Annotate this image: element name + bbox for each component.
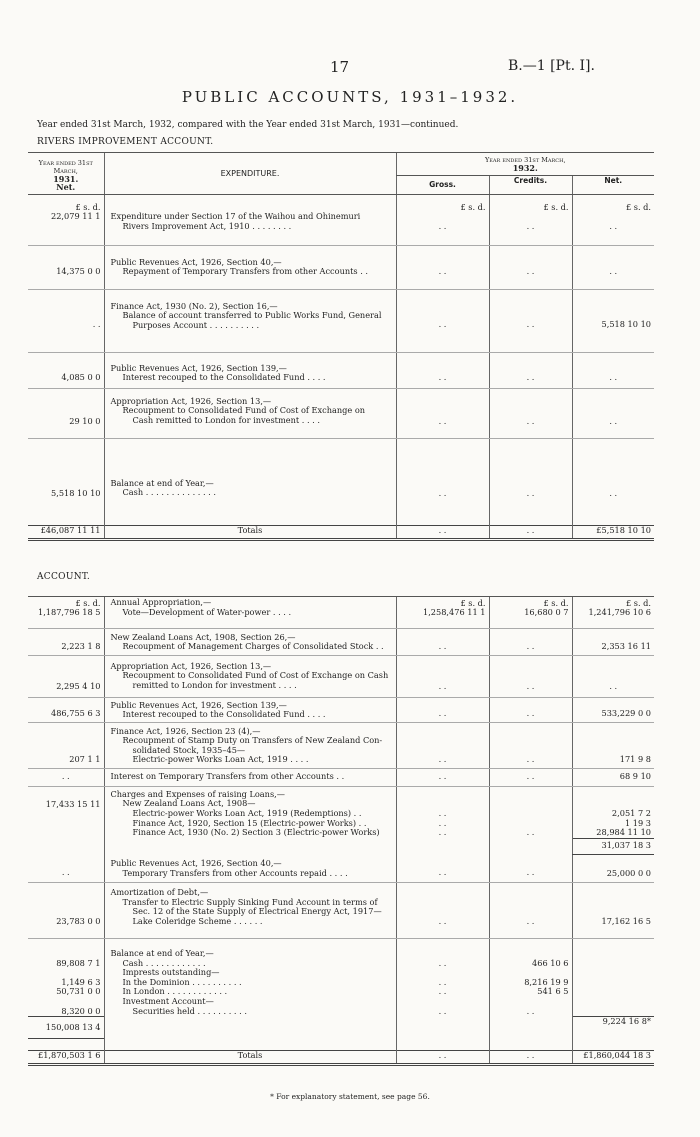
prev-year-header: Year ended 31st March, 1931. Net. (28, 153, 104, 195)
table-row: 1,187,796 18 5 Annual Appropriation,— Vote—Development of Water-power . . . . 1,258,476 11 1 16,680 0 7 1,241,796 10 6 (28, 608, 654, 628)
unit-label: £ s. d. (572, 194, 654, 212)
table-row: . . Public Revenues Act, 1926, Section 40,— Temporary Transfers from other Accounts repaid . . . . . . . . 25,000 0 0 (28, 854, 654, 882)
footnote: * For explanatory statement, see page 56. (270, 1092, 430, 1101)
table-row: 2,295 4 10 Appropriation Act, 1926, Section 13,— Recoupment to Consolidated Fund of Cost of Exchange on Cash remitted to London for investment . . . . . . . . . . (28, 655, 654, 697)
gross-header: Gross. (396, 176, 489, 195)
expenditure-header: EXPENDITURE. (104, 153, 396, 195)
balance-imprests-row: Imprests outstanding— (28, 968, 654, 978)
raising-item-row: Finance Act, 1930 (No. 2) Section 3 (Electric-power Works) . . . . 28,984 11 10 (28, 828, 654, 838)
table-row: 4,085 0 0 Public Revenues Act, 1926, Section 139,— Interest recouped to the Consolidated Fund . . . . . . . . . . (28, 352, 654, 388)
table-row: 14,375 0 0 Public Revenues Act, 1926, Section 40,— Repayment of Temporary Transfers from other Accounts . . . . . . . . (28, 245, 654, 289)
table-row: 29 10 0 Appropriation Act, 1926, Section 13,— Recoupment to Consolidated Fund of Cost of Exchange on Cash remitted to London for investment . . . . . . . . . . (28, 388, 654, 438)
balance-subtotal-row: 150,008 13 4 9,224 16 8* (28, 1017, 654, 1039)
raising-item-row: Finance Act, 1920, Section 15 (Electric-power Works) . . . . 1 19 3 (28, 819, 654, 829)
power-account-table (28, 596, 654, 1066)
page-title: PUBLIC ACCOUNTS, 1931–1932. (181, 88, 519, 106)
raising-item-row: Electric-power Works Loan Act, 1919 (Redemptions) . . . . 2,051 7 2 (28, 809, 654, 819)
totals-row: £1,870,503 1 6 Totals . . . . £1,860,044 18 3 (28, 1051, 654, 1065)
raising-head-row: 17,433 15 11 Charges and Expenses of raising Loans,— New Zealand Loans Act, 1908— (28, 786, 654, 809)
balance-london-row: 50,731 0 0 In London . . . . . . . . . . . . . . 541 6 5 (28, 987, 654, 997)
credits-header: Credits. (489, 176, 572, 195)
page-number: 17 (330, 58, 350, 76)
balance-securities-row: 8,320 0 0 Securities held . . . . . . . . . . . . . . (28, 1007, 654, 1017)
table-row: 5,518 10 10 Balance at end of Year,— Cash . . . . . . . . . . . . . . . . . . . . (28, 438, 654, 525)
balance-head-row: Balance at end of Year,— (28, 938, 654, 958)
unit-label: £ s. d. (396, 194, 489, 212)
table-row: . . Interest on Temporary Transfers from other Accounts . . . . . . 68 9 10 (28, 768, 654, 786)
totals-row: £46,087 11 11 Totals . . . . £5,518 10 10 (28, 525, 654, 539)
table-row: 207 1 1 Finance Act, 1926, Section 23 (4),— Recoupment of Stamp Duty on Transfers of New Zealand Con- solidated Stock, 1935–45— Electric-power Works Loan Act, 1919 . . . . . . . . 171 9 8 (28, 722, 654, 768)
page-subtitle: Year ended 31st March, 1932, compared with the Year ended 31st March, 1931—continued. (37, 120, 459, 130)
page-reference: B.—1 [Pt. I]. (508, 58, 595, 74)
units-row: £ s. d. £ s. d. £ s. d. £ s. d. (28, 599, 654, 609)
curr-year-header: Year ended 31st March, 1932. (396, 153, 654, 176)
rivers-section-title: RIVERS IMPROVEMENT ACCOUNT. (37, 137, 214, 147)
table-row: 486,755 6 3 Public Revenues Act, 1926, Section 139,— Interest recouped to the Consolidated Fund . . . . . . . . 533,229 0 0 (28, 697, 654, 722)
balance-dominion-row: 1,149 6 3 In the Dominion . . . . . . . . . . . . 8,216 19 9 (28, 978, 654, 988)
table-row: 22,079 11 1 Expenditure under Section 17 of the Waihou and Ohinemuri Rivers Improvement Act, 1910 . . . . . . . . . . . . . . (28, 212, 654, 245)
rivers-account-table (28, 152, 654, 541)
unit-label: £ s. d. (489, 194, 572, 212)
table-row: 2,223 1 8 New Zealand Loans Act, 1908, Section 26,— Recoupment of Management Charges of Consolidated Stock . . . . . . 2,353 16 11 (28, 628, 654, 655)
balance-cash-row: 89,808 7 1 Cash . . . . . . . . . . . . . . 466 10 6 (28, 959, 654, 969)
balance-investment-row: Investment Account— (28, 997, 654, 1007)
unit-label: £ s. d. (75, 201, 101, 212)
table-row: . . Finance Act, 1930 (No. 2), Section 16,— Balance of account transferred to Public Works Fund, General Purposes Account . . . . . . . . . . . . . . 5,518 10 10 (28, 289, 654, 352)
table-row: 23,783 0 0 Amortization of Debt,— Transfer to Electric Supply Sinking Fund Account in terms of Sec. 12 of the State Supply of Electrical Energy Act, 1917— Lake Coleridge Scheme . . . . . . . . . . 17,162 16 5 (28, 882, 654, 938)
net-header: Net. (572, 176, 654, 195)
raising-subtotal-row: 31,037 18 3 (28, 838, 654, 854)
power-section-title: ACCOUNT. (37, 572, 91, 582)
